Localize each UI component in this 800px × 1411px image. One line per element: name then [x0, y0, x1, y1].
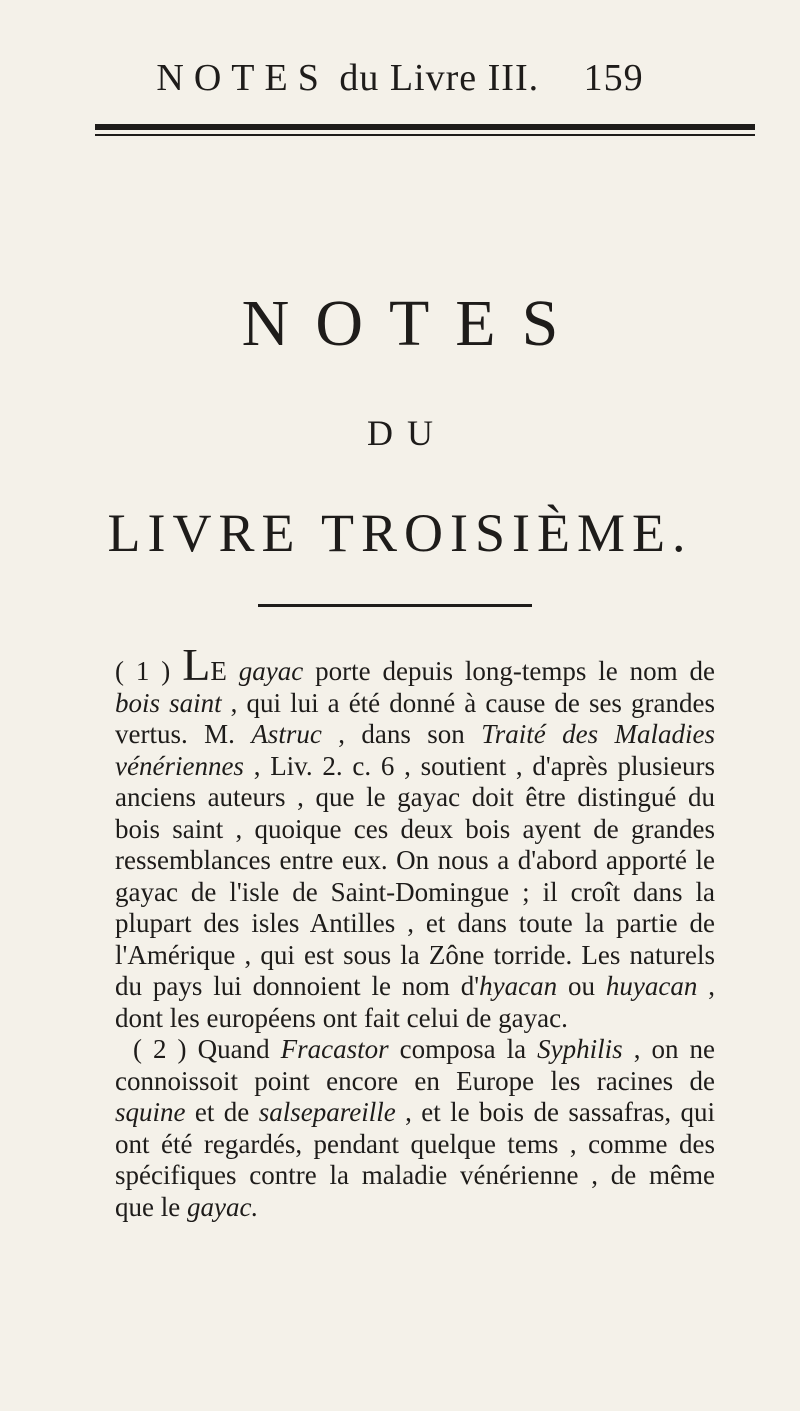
note-2-text-b: composa la [388, 1034, 538, 1064]
title-notes: NOTES [241, 287, 585, 360]
header-rule-thick [95, 124, 755, 130]
note-2-term-gayac: gayac. [186, 1191, 259, 1222]
note-2-marker: ( 2 ) [133, 1034, 198, 1064]
note-1-term-gayac: gayac [238, 656, 304, 686]
running-head-notes: NOTES [156, 57, 329, 99]
drop-capital: L [182, 639, 211, 690]
note-2-term-squine: squine [115, 1097, 186, 1127]
running-head-title: du Livre III. [339, 57, 540, 99]
note-1-term-bois-saint: bois saint [115, 687, 222, 718]
running-head [0, 56, 800, 100]
note-2-text-e: , et le bois de sassafras, qui ont été regardés, pendant quelque tems , comme des spécifiques contre la maladie vénérienne , de même que le [115, 1097, 715, 1222]
note-1-marker: ( 1 ) [115, 656, 171, 686]
note-2-text-a: Quand [197, 1034, 281, 1064]
note-1-book-title: Traité des Maladies vénériennes [115, 719, 715, 781]
note-1-term-hyacan: hyacan [479, 971, 558, 1001]
page-number: 159 [583, 57, 644, 99]
note-2-author-fracastor: Fracastor [280, 1034, 389, 1064]
note-2-text-d: et de [185, 1097, 259, 1127]
note-1-term-huyacan: huyacan [605, 971, 698, 1001]
header-rule-thin [95, 134, 755, 136]
note-1-text-a: E [210, 656, 239, 686]
note-2 [115, 1034, 715, 1223]
note-2-work-syphilis: Syphilis [537, 1034, 623, 1064]
notes-body [115, 639, 716, 1223]
title-livre-troisieme: LIVRE TROISIÈME. [107, 503, 693, 563]
note-1-text-g: , dont les européens ont fait celui de gayac. [115, 971, 716, 1033]
note-1-text-c: , qui lui a été donné à cause de ses grandes vertus. M. [115, 687, 715, 749]
note-1-author-astruc: Astruc [251, 719, 322, 749]
section-divider [258, 604, 532, 607]
note-2-text-c: , on ne connoissoit point encore en Europe les racines de [115, 1034, 716, 1096]
note-1-text-e: , Liv. 2. c. 6 , soutient , d'après plusieurs anciens auteurs , que le gayac doit être distingué du bois saint , quoique ces deux bois ayent de grandes ressemblances entre eux. On nous a d'abord apporté le gayac de l'isle de Saint-Domingue ; il croît dans la plupart des isles Antilles , et dans toute la partie de l'Amérique , qui est sous la Zône torride. Les naturels du pays lui donnoient le nom d' [115, 750, 715, 1001]
note-2-term-salsepareille: salsepareille [258, 1097, 396, 1127]
note-1-text-f: ou [557, 971, 606, 1001]
note-1-text-b: porte depuis long-temps le nom de [303, 656, 716, 686]
title-du: DU [367, 413, 447, 453]
note-1-text-d: , dans son [321, 719, 482, 749]
note-1 [115, 639, 716, 1034]
